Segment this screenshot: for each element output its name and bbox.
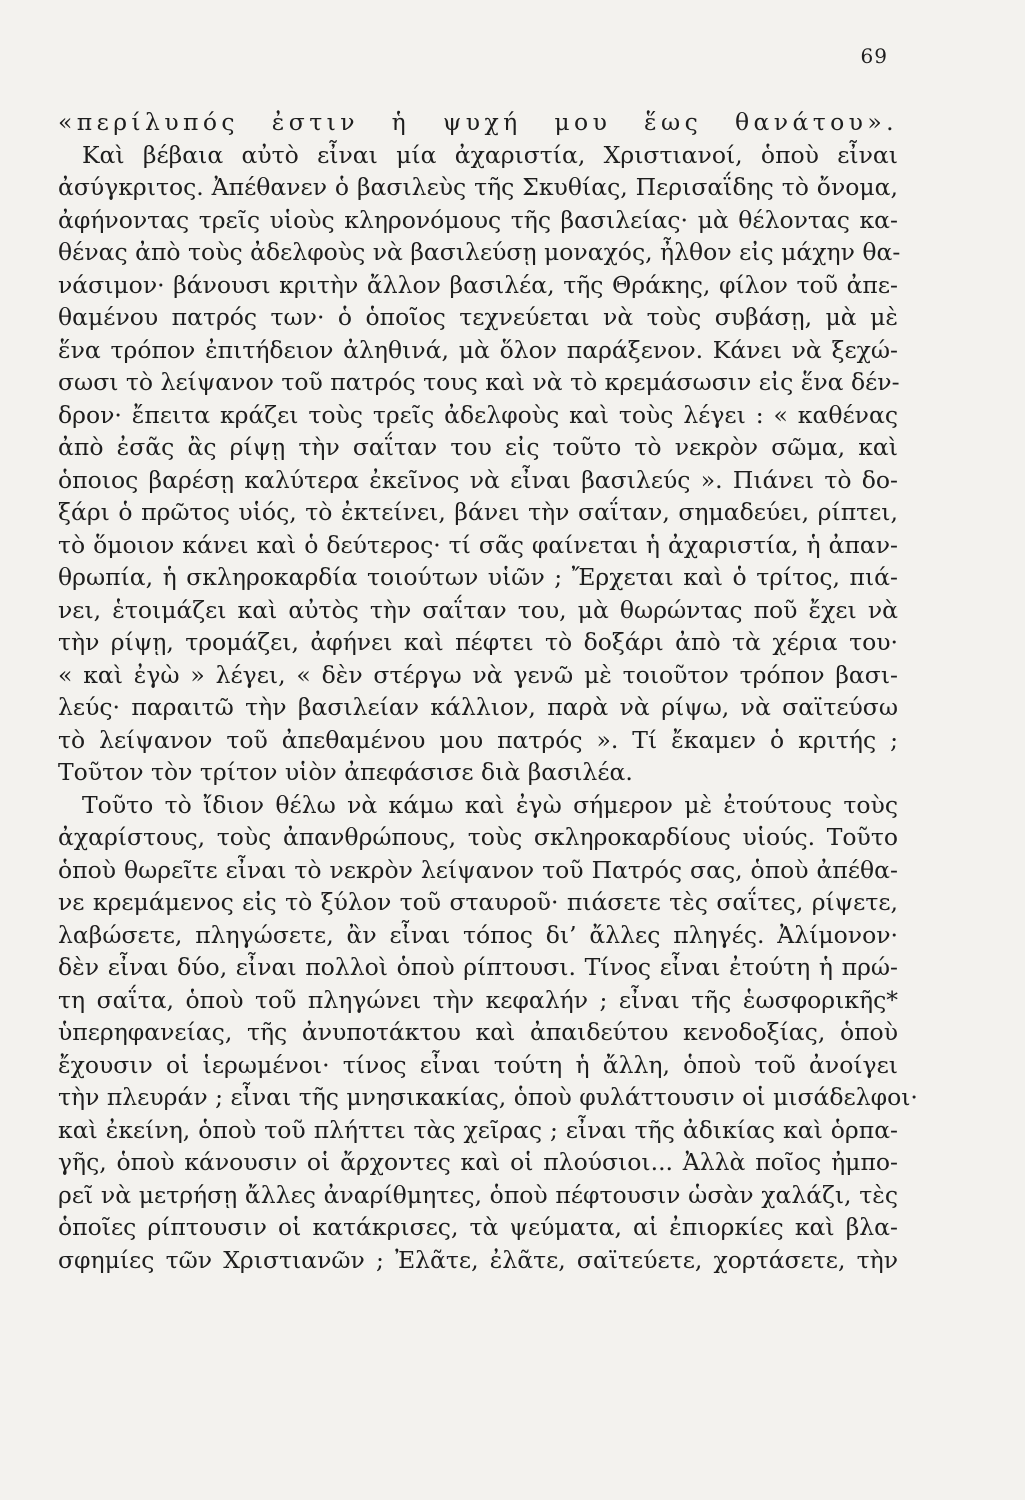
text-line: σφημίες τῶν Χριστιανῶν ; Ἐλᾶτε, ἐλᾶτε, σαϊτεύετε, χορτάσετε, τὴν (58, 1245, 898, 1274)
text-line: θρωπία, ἡ σκληροκαρδία τοιούτων υἱῶν ; Ἔρχεται καὶ ὁ τρίτος, πιά- (58, 563, 898, 591)
text-line: ὑπερηφανείας, τῆς ἀνυποτάκτου καὶ ἀπαιδεύτου κενοδοξίας, ὁποὺ (58, 1018, 898, 1046)
text-line: ὁποῖες ρίπτουσιν οἱ κατάκρισες, τὰ ψεύματα, αἱ ἐπιορκίες καὶ βλα- (58, 1213, 898, 1241)
text-line: ξάρι ὁ πρῶτος υἱός, τὸ ἐκτείνει, βάνει τὴν σαΐταν, σημαδεύει, ρίπτει, (58, 498, 898, 526)
text-line: Καὶ βέβαια αὐτὸ εἶναι μία ἀχαριστία, Χριστιανοί, ὁποὺ εἶναι (82, 140, 898, 169)
text-line: ἕνα τρόπον ἐπιτήδειον ἀληθινά, μὰ ὅλον παράξενον. Κάνει νὰ ξεχώ- (58, 335, 898, 364)
text-line: ἀσύγκριτος. Ἀπέθανεν ὁ βασιλεὺς τῆς Σκυθίας, Περισαΐδης τὸ ὄνομα, (58, 173, 898, 201)
text-line: ἔχουσιν οἱ ἱερωμένοι· τίνος εἶναι τούτη ἡ ἄλλη, ὁποὺ τοῦ ἀνοίγει (58, 1050, 898, 1079)
text-line: θένας ἀπὸ τοὺς ἀδελφοὺς νὰ βασιλεύσῃ μοναχός, ἦλθον εἰς μάχην θα- (58, 238, 901, 266)
text-line: δὲν εἶναι δύο, εἶναι πολλοὶ ὁποὺ ρίπτουσι. Τίνος εἶναι ἐτούτη ἡ πρώ- (58, 953, 898, 981)
text-line: ἀχαρίστους, τοὺς ἀπανθρώπους, τοὺς σκληροκαρδίους υἱούς. Τοῦτο (58, 823, 898, 851)
text-line: Τοῦτον τὸν τρίτον υἱὸν ἀπεφάσισε διὰ βασιλέα. (58, 758, 633, 786)
text-line: γῆς, ὁποὺ κάνουσιν οἱ ἄρχοντες καὶ οἱ πλούσιοι... Ἀλλὰ ποῖος ἠμπο- (58, 1148, 898, 1176)
text-line: « καὶ ἐγὼ » λέγει, « δὲν στέργω νὰ γενῶ μὲ τοιοῦτον τρόπον βασι- (58, 660, 898, 689)
body-text (58, 106, 918, 1276)
text-line: τὴν πλευράν ; εἶναι τῆς μνησικακίας, ὁποὺ φυλάττουσιν οἱ μισάδελφοι· (58, 1083, 918, 1111)
text-line: ἀπὸ ἐσᾶς ἂς ρίψῃ τὴν σαΐταν του εἰς τοῦτο τὸ νεκρὸν σῶμα, καὶ (58, 433, 898, 461)
text-line: ὁποὺ θωρεῖτε εἶναι τὸ νεκρὸν λείψανον τοῦ Πατρός σας, ὁποὺ ἀπέθα- (58, 855, 898, 884)
text-line: ἀφήνοντας τρεῖς υἱοὺς κληρονόμους τῆς βασιλείας· μὰ θέλοντας κα- (58, 205, 898, 234)
text-line: τὴν ρίψῃ, τρομάζει, ἀφήνει καὶ πέφτει τὸ δοξάρι ἀπὸ τὰ χέρια του· (58, 628, 898, 656)
text-line: τη σαΐτα, ὁποὺ τοῦ πληγώνει τὴν κεφαλήν ; εἶναι τῆς ἑωσφορικῆς* (58, 985, 898, 1014)
text-line: σωσι τὸ λείψανον τοῦ πατρός τους καὶ νὰ τὸ κρεμάσωσιν εἰς ἕνα δέν- (58, 368, 900, 396)
text-line: δρον· ἔπειτα κράζει τοὺς τρεῖς ἀδελφοὺς καὶ τοὺς λέγει : « καθένας (58, 400, 898, 429)
text-line: νε κρεμάμενος εἰς τὸ ξύλον τοῦ σταυροῦ· πιάσετε τὲς σαΐτες, ρίψετε, (58, 888, 898, 916)
text-line: καὶ ἐκείνη, ὁποὺ τοῦ πλήττει τὰς χεῖρας ; εἶναι τῆς ἀδικίας καὶ ὁρπα- (58, 1115, 898, 1144)
text-line: τὸ ὅμοιον κάνει καὶ ὁ δεύτερος· τί σᾶς φαίνεται ἡ ἀχαριστία, ἡ ἀπαν- (58, 530, 898, 559)
text-line: ρεῖ νὰ μετρήσῃ ἄλλες ἀναρίθμητες, ὁποὺ πέφτουσιν ὡσὰν χαλάζι, τὲς (58, 1180, 898, 1209)
text-line: «περίλυπός ἐστιν ἡ ψυχή μου ἕως θανάτου». (58, 108, 898, 136)
text-line: Τοῦτο τὸ ἴδιον θέλω νὰ κάμω καὶ ἐγὼ σήμερον μὲ ἐτούτους τοὺς (82, 790, 898, 819)
text-line: νει, ἑτοιμάζει καὶ αὐτὸς τὴν σαΐταν του, μὰ θωρώντας ποῦ ἔχει νὰ (58, 595, 898, 624)
page-number: 69 (860, 44, 888, 68)
text-line: ὁποιος βαρέσῃ καλύτερα ἐκεῖνος νὰ εἶναι βασιλεύς ». Πιάνει τὸ δο- (58, 465, 898, 494)
text-line: τὸ λείψανον τοῦ ἀπεθαμένου μου πατρός ». Τί ἔκαμεν ὁ κριτής ; (58, 725, 898, 754)
text-line: λαβώσετε, πληγώσετε, ἂν εἶναι τόπος δι’ ἄλλες πληγές. Ἀλίμονον· (58, 920, 898, 949)
text-line: νάσιμον· βάνουσι κριτὴν ἄλλον βασιλέα, τῆς Θράκης, φίλον τοῦ ἀπε- (58, 270, 898, 299)
text-line: θαμένου πατρός των· ὁ ὁποῖος τεχνεύεται νὰ τοὺς συβάσῃ, μὰ μὲ (58, 303, 898, 331)
text-line: λεύς· παραιτῶ τὴν βασιλείαν κάλλιον, παρὰ νὰ ρίψω, νὰ σαϊτεύσω (58, 693, 898, 721)
